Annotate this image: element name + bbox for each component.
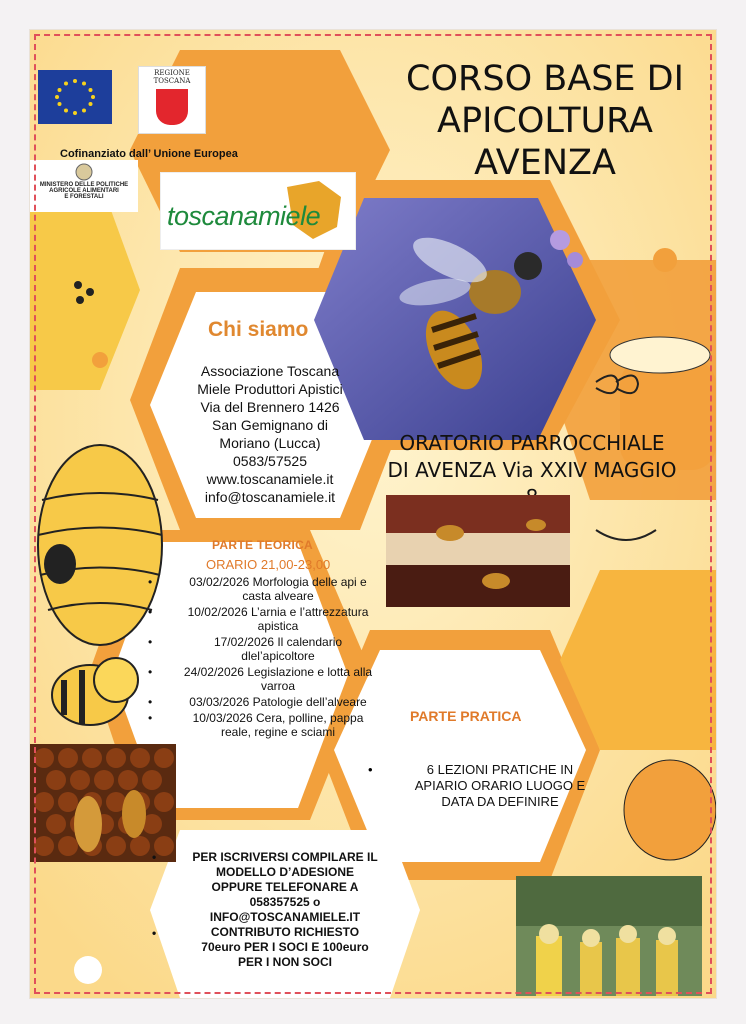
- eu-flag-logo: [38, 70, 112, 124]
- venue-line-2: DI AVENZA Via XXIV MAGGIO: [387, 458, 677, 482]
- registration-info: [152, 850, 400, 970]
- lesson-list: [178, 575, 378, 741]
- parte-pratica-heading: PARTE PRATICA: [410, 708, 522, 724]
- pratica-line-3: DATA DA DEFINIRE: [441, 794, 559, 809]
- fee-line-2: 70euro PER I SOCI E 100euro: [201, 940, 369, 954]
- list-item: • 03/03/2026 Patologie dell’alveare: [178, 695, 378, 709]
- fee-line-3: PER I NON SOCI: [237, 955, 332, 969]
- association-info: [180, 362, 360, 506]
- honeycomb-bees-image: [30, 744, 176, 862]
- association-name-line-1: Associazione Toscana: [200, 363, 340, 379]
- venue-line-1: ORATORIO PARROCCHIALE: [399, 431, 665, 455]
- chi-siamo-heading: Chi siamo: [208, 318, 309, 341]
- association-name-line-2: Miele Produttori Apistici: [197, 381, 343, 397]
- toscanamiele-wordmark: toscanamiele: [167, 201, 321, 231]
- republic-emblem-icon: [30, 160, 138, 182]
- website-link[interactable]: www.toscanamiele.it: [206, 471, 334, 487]
- poster: [30, 30, 716, 998]
- bullet-icon: •: [152, 926, 157, 940]
- pegasus-shield-icon: [156, 89, 188, 125]
- toscana-label: TOSCANA: [153, 77, 191, 85]
- registration-phone: 058357525 o: [249, 895, 321, 909]
- title-line-3: AVENZA: [474, 143, 616, 183]
- list-item: • 17/02/2026 Il calendario dlel’apicoltore: [178, 635, 378, 663]
- ministero-line-2: AGRICOLE ALIMENTARI: [49, 188, 119, 194]
- bullet-icon: •: [368, 762, 373, 777]
- flower-icon-right: [653, 248, 677, 272]
- registration-line-1: PER ISCRIVERSI COMPILARE IL: [192, 850, 378, 864]
- title-line-1: CORSO BASE DI: [406, 59, 684, 99]
- email-link[interactable]: info@toscanamiele.it: [204, 489, 336, 505]
- parte-teorica-heading: PARTE TEORICA: [212, 538, 314, 552]
- registration-line-2: MODELLO D’ADESIONE: [215, 865, 354, 879]
- cofinanziato-label: Cofinanziato dall’ Unione Europea: [60, 148, 238, 160]
- bullet-icon: •: [152, 850, 157, 864]
- beekeepers-image: [516, 876, 702, 996]
- daisy-icon: [74, 956, 102, 984]
- regione-label: REGIONE: [154, 69, 190, 77]
- registration-email[interactable]: INFO@TOSCANAMIELE.IT: [209, 910, 361, 924]
- bees-on-frame-image: [386, 495, 570, 607]
- list-item: • 24/02/2026 Legislazione e lotta alla varroa: [178, 665, 378, 693]
- address-street: Via del Brennero 1426: [200, 399, 340, 415]
- registration-line-3: OPPURE TELEFONARE A: [211, 880, 359, 894]
- orario-label: ORARIO 21,00-23,00: [206, 557, 331, 572]
- ministero-line-3: E FORESTALI: [64, 194, 104, 200]
- fee-line-1: CONTRIBUTO RICHIESTO: [210, 925, 360, 939]
- ministero-logo: [30, 160, 138, 212]
- list-item: • 10/02/2026 L’arnia e l’attrezzatura apistica: [178, 605, 378, 633]
- pratica-line-1: 6 LEZIONI PRATICHE IN: [426, 762, 574, 777]
- flower-icon: [92, 352, 108, 368]
- ministero-line-1: MINISTERO DELLE POLITICHE: [39, 182, 129, 188]
- beehive-icon: [38, 445, 162, 645]
- title-line-2: APICOLTURA: [437, 101, 653, 141]
- list-item: • 10/03/2026 Cera, polline, pappa reale, regine e sciami: [178, 711, 378, 739]
- phone-number: 0583/57525: [233, 453, 307, 469]
- address-town: Moriano (Lucca): [219, 435, 321, 451]
- address-locality: San Gemignano di: [212, 417, 328, 433]
- practical-lessons-info: [380, 762, 620, 810]
- eu-stars-icon: [38, 70, 112, 124]
- regione-toscana-logo: [138, 66, 206, 134]
- beehive-lantern-icon: [624, 760, 716, 860]
- list-item: • 03/02/2026 Morfologia delle api e casta alveare: [178, 575, 378, 603]
- pratica-line-2: APIARIO ORARIO LUOGO E: [414, 778, 586, 793]
- course-title: [380, 58, 710, 184]
- toscanamiele-logo: [160, 172, 356, 250]
